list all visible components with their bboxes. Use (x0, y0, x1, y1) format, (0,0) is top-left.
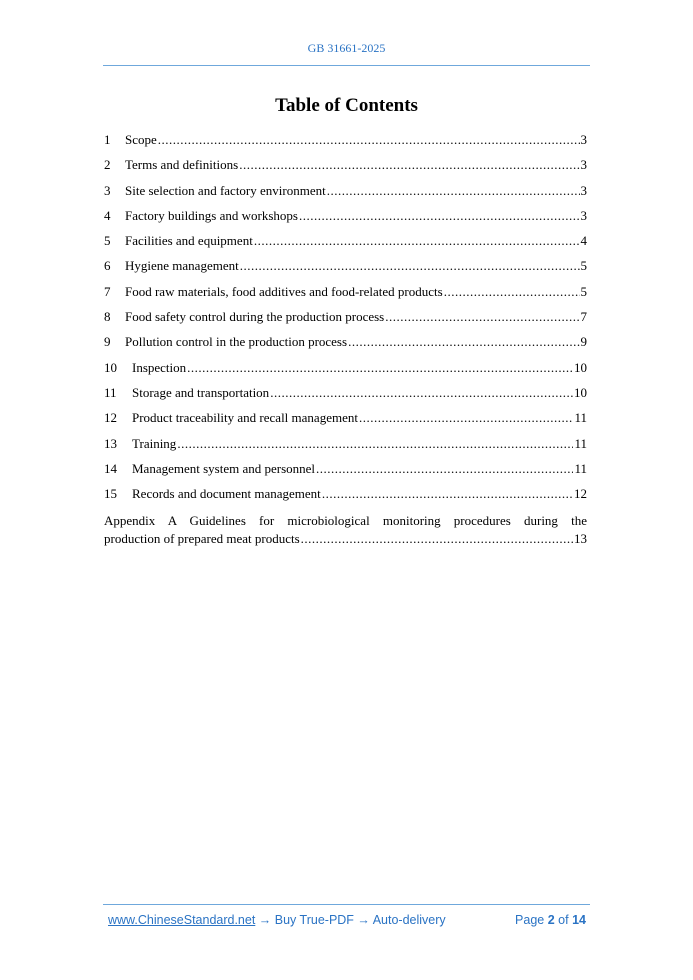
toc-entry-number: 8 (104, 309, 111, 325)
toc-entry-title: Storage and transportation (132, 384, 270, 400)
toc-entry[interactable] (104, 332, 587, 357)
toc-entry-page: 11 (574, 410, 587, 426)
toc-leader-dots (270, 384, 573, 401)
toc-leader-dots (322, 485, 573, 502)
toc-leader-dots (299, 207, 580, 224)
toc-entry-number: 12 (104, 410, 117, 426)
toc-appendix-entry[interactable] (104, 509, 587, 548)
header-rule (103, 65, 590, 66)
toc-entry-title: Food safety control during the production process (125, 309, 385, 325)
toc-entry-title: Factory buildings and workshops (125, 207, 298, 223)
toc-leader-dots (239, 156, 579, 173)
toc-entry-title: Site selection and factory environment (125, 182, 326, 198)
toc-entry-page: 3 (580, 157, 587, 173)
toc-entry[interactable] (104, 231, 587, 256)
toc-leader-dots (359, 409, 574, 426)
toc-entry-number: 6 (104, 258, 111, 274)
toc-leader-dots (385, 308, 579, 325)
toc-entry-title: Food raw materials, food additives and food-related products (125, 283, 443, 299)
toc-entry[interactable] (104, 181, 587, 206)
toc-entry[interactable] (104, 206, 587, 231)
toc-entry-page: 3 (580, 182, 587, 198)
toc-entry[interactable] (104, 434, 587, 459)
toc-entry-title: Hygiene management (125, 258, 239, 274)
toc-entry-number: 2 (104, 157, 111, 173)
page-of-label: of (558, 913, 569, 927)
toc-entry-page: 7 (580, 309, 587, 325)
toc-leader-dots (316, 460, 573, 477)
footer-promo (108, 913, 446, 927)
toc-leader-dots (348, 333, 579, 350)
chinese-standard-link[interactable]: www.ChineseStandard.net (108, 913, 256, 927)
page-label: Page (515, 913, 545, 927)
toc-entry-title: Management system and personnel (132, 460, 316, 476)
toc-appendix-title-line2: production of prepared meat products (104, 531, 300, 547)
toc-entry-number: 14 (104, 460, 117, 476)
toc-entry[interactable] (104, 155, 587, 180)
toc-entry[interactable] (104, 256, 587, 281)
toc-entry-number: 13 (104, 435, 117, 451)
toc-title: Table of Contents (275, 95, 418, 116)
toc-entry[interactable] (104, 282, 587, 307)
toc-appendix-title-line1: Appendix A Guidelines for microbiological monitoring procedures during the (104, 513, 587, 529)
footer-rule (103, 904, 590, 905)
toc-entry-number: 1 (104, 132, 111, 147)
toc-entry-title: Product traceability and recall management (132, 410, 358, 426)
toc-entry-title: Records and document management (132, 486, 321, 502)
toc-entry[interactable] (104, 358, 587, 383)
toc-entry-page: 3 (580, 207, 587, 223)
toc-entry-number: 11 (104, 384, 117, 400)
toc-entry-page: 9 (580, 334, 587, 350)
toc-entry-page: 5 (580, 283, 587, 299)
page-indicator (515, 913, 586, 927)
footer-tagline: → Buy True-PDF → Auto-delivery (255, 913, 446, 927)
toc-entry-number: 3 (104, 182, 111, 198)
toc-entry-number: 5 (104, 233, 111, 249)
toc-leader-dots (158, 131, 580, 148)
toc-entry-title: Scope (125, 132, 157, 147)
toc-entry-page: 5 (580, 258, 587, 274)
toc-appendix-page: 13 (574, 531, 587, 547)
toc-entry-number: 10 (104, 359, 117, 375)
toc-entry[interactable] (104, 383, 587, 408)
toc-entry-title: Training (132, 435, 177, 451)
toc-entry-title: Facilities and equipment (125, 233, 253, 249)
toc-entry[interactable] (104, 459, 587, 484)
toc-entry-number: 4 (104, 207, 111, 223)
toc-entry-title: Pollution control in the production process (125, 334, 348, 350)
footer (108, 913, 586, 927)
toc-entry[interactable] (104, 484, 587, 509)
toc-entry-title: Inspection (132, 359, 187, 375)
page-total: 14 (572, 913, 586, 927)
toc-entry-page: 3 (580, 132, 587, 147)
toc-entry-page: 10 (574, 359, 587, 375)
toc-entry-number: 7 (104, 283, 111, 299)
toc-entry[interactable] (104, 408, 587, 433)
toc-leader-dots (301, 530, 573, 548)
toc-entry-title: Terms and definitions (125, 157, 239, 173)
toc-leader-dots (254, 232, 580, 249)
toc-entry[interactable] (104, 130, 587, 155)
toc-leader-dots (187, 359, 573, 376)
toc-leader-dots (240, 257, 580, 274)
header-doc-code: GB 31661-2025 (307, 41, 386, 55)
toc-entry-page: 4 (580, 233, 587, 249)
toc-appendix-line2 (104, 530, 587, 548)
toc-entry[interactable] (104, 307, 587, 332)
table-of-contents (104, 130, 587, 548)
toc-entry-page: 11 (574, 435, 587, 451)
toc-entry-number: 15 (104, 486, 117, 502)
toc-leader-dots (327, 182, 580, 199)
toc-entry-page: 12 (574, 486, 587, 502)
toc-entry-page: 11 (574, 460, 587, 476)
toc-leader-dots (444, 283, 580, 300)
toc-entry-page: 10 (574, 384, 587, 400)
toc-entry-number: 9 (104, 334, 111, 350)
page-current: 2 (547, 913, 555, 927)
toc-leader-dots (177, 435, 573, 452)
